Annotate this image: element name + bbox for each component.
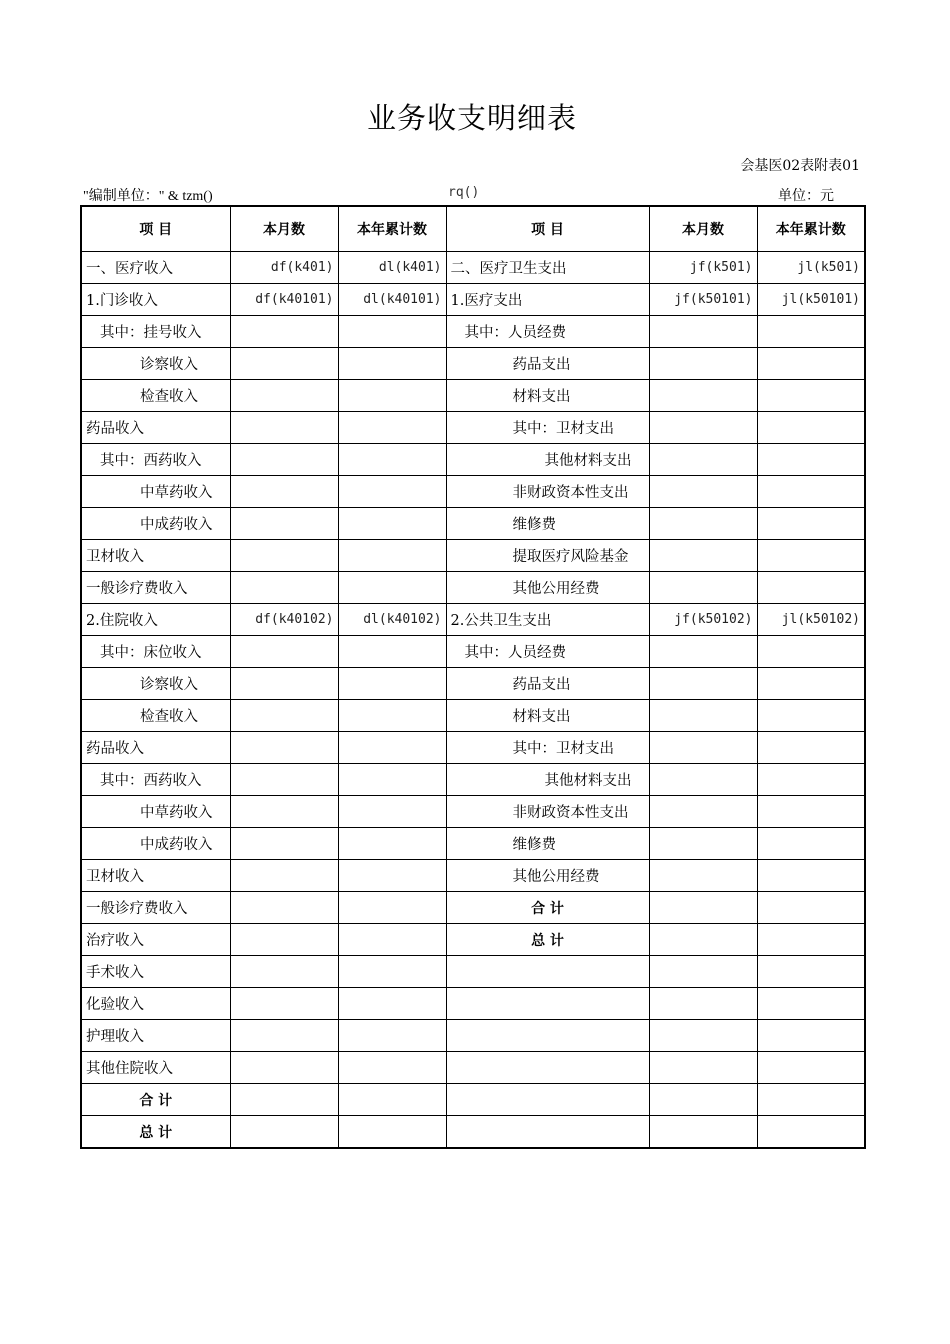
table-row xyxy=(81,572,865,604)
income-ytd-cell xyxy=(338,732,446,764)
expense-item-cell: 合 计 xyxy=(446,892,649,924)
income-item-cell: 总 计 xyxy=(81,1116,230,1149)
income-ytd-cell xyxy=(338,412,446,444)
income-item-cell: 其他住院收入 xyxy=(81,1052,230,1084)
expense-item-cell: 其他公用经费 xyxy=(446,572,649,604)
income-expense-table xyxy=(80,205,866,1149)
income-item-cell: 化验收入 xyxy=(81,988,230,1020)
expense-item-cell xyxy=(446,1116,649,1149)
income-ytd-cell xyxy=(338,700,446,732)
table-row xyxy=(81,1116,865,1149)
income-ytd-cell xyxy=(338,476,446,508)
income-item-cell: 检查收入 xyxy=(81,700,230,732)
income-ytd-cell xyxy=(338,572,446,604)
expense-month-cell xyxy=(649,540,757,572)
expense-item-cell: 非财政资本性支出 xyxy=(446,476,649,508)
income-month-cell xyxy=(230,1020,338,1052)
reporting-unit: "编制单位：" & tzm() xyxy=(83,189,213,204)
currency-unit: 单位：元 xyxy=(778,188,834,204)
expense-item-cell xyxy=(446,1052,649,1084)
table-row xyxy=(81,1020,865,1052)
income-month-cell xyxy=(230,828,338,860)
table-row xyxy=(81,380,865,412)
table-row xyxy=(81,476,865,508)
expense-month-cell xyxy=(649,764,757,796)
expense-month-cell xyxy=(649,508,757,540)
income-month-cell xyxy=(230,764,338,796)
income-month-cell: df(k40102) xyxy=(230,604,338,636)
expense-month-cell xyxy=(649,348,757,380)
income-item-cell: 2.住院收入 xyxy=(81,604,230,636)
expense-month-cell xyxy=(649,924,757,956)
income-month-cell xyxy=(230,1052,338,1084)
expense-month-cell xyxy=(649,380,757,412)
expense-ytd-cell xyxy=(757,988,865,1020)
expense-item-cell: 其中：卫材支出 xyxy=(446,412,649,444)
expense-item-cell xyxy=(446,988,649,1020)
expense-month-cell xyxy=(649,412,757,444)
expense-ytd-cell xyxy=(757,1084,865,1116)
income-item-cell: 卫材收入 xyxy=(81,860,230,892)
expense-ytd-cell xyxy=(757,860,865,892)
table-row xyxy=(81,604,865,636)
income-ytd-cell xyxy=(338,1116,446,1149)
header-expense-ytd: 本年累计数 xyxy=(757,206,865,252)
income-item-cell: 药品收入 xyxy=(81,732,230,764)
income-ytd-cell xyxy=(338,1052,446,1084)
income-month-cell xyxy=(230,444,338,476)
header-expense-item: 项 目 xyxy=(446,206,649,252)
income-ytd-cell xyxy=(338,444,446,476)
income-item-cell: 卫材收入 xyxy=(81,540,230,572)
expense-month-cell xyxy=(649,796,757,828)
page-title: 业务收支明细表 xyxy=(366,101,577,135)
income-item-cell: 一、医疗收入 xyxy=(81,252,230,284)
table-row xyxy=(81,700,865,732)
income-month-cell xyxy=(230,508,338,540)
expense-month-cell xyxy=(649,316,757,348)
expense-ytd-cell xyxy=(757,444,865,476)
table-row xyxy=(81,860,865,892)
income-month-cell xyxy=(230,668,338,700)
expense-item-cell: 二、医疗卫生支出 xyxy=(446,252,649,284)
table-row xyxy=(81,348,865,380)
income-item-cell: 其中：床位收入 xyxy=(81,636,230,668)
expense-item-cell: 其中：人员经费 xyxy=(446,316,649,348)
table-row xyxy=(81,540,865,572)
income-ytd-cell xyxy=(338,1020,446,1052)
expense-item-cell: 其中：人员经费 xyxy=(446,636,649,668)
expense-item-cell xyxy=(446,1020,649,1052)
income-ytd-cell: dl(k40101) xyxy=(338,284,446,316)
income-item-cell: 一般诊疗费收入 xyxy=(81,572,230,604)
income-item-cell: 其中：挂号收入 xyxy=(81,316,230,348)
expense-month-cell xyxy=(649,1084,757,1116)
expense-ytd-cell xyxy=(757,316,865,348)
income-month-cell xyxy=(230,636,338,668)
header-expense-month: 本月数 xyxy=(649,206,757,252)
expense-item-cell: 提取医疗风险基金 xyxy=(446,540,649,572)
income-item-cell: 中成药收入 xyxy=(81,828,230,860)
table-row xyxy=(81,892,865,924)
expense-ytd-cell xyxy=(757,412,865,444)
income-ytd-cell xyxy=(338,668,446,700)
income-month-cell xyxy=(230,956,338,988)
expense-month-cell xyxy=(649,476,757,508)
income-month-cell xyxy=(230,796,338,828)
table-row xyxy=(81,1052,865,1084)
table-row xyxy=(81,668,865,700)
expense-ytd-cell xyxy=(757,348,865,380)
expense-month-cell xyxy=(649,860,757,892)
expense-item-cell xyxy=(446,1084,649,1116)
expense-month-cell xyxy=(649,636,757,668)
expense-month-cell: jf(k501) xyxy=(649,252,757,284)
expense-month-cell xyxy=(649,988,757,1020)
expense-month-cell xyxy=(649,1116,757,1149)
expense-item-cell: 材料支出 xyxy=(446,700,649,732)
expense-item-cell: 非财政资本性支出 xyxy=(446,796,649,828)
income-item-cell: 护理收入 xyxy=(81,1020,230,1052)
expense-month-cell xyxy=(649,572,757,604)
expense-ytd-cell xyxy=(757,476,865,508)
expense-ytd-cell: jl(k50101) xyxy=(757,284,865,316)
table-row xyxy=(81,988,865,1020)
income-ytd-cell xyxy=(338,796,446,828)
income-ytd-cell xyxy=(338,380,446,412)
expense-ytd-cell xyxy=(757,1116,865,1149)
income-month-cell xyxy=(230,924,338,956)
income-ytd-cell xyxy=(338,348,446,380)
header-income-month: 本月数 xyxy=(230,206,338,252)
income-month-cell xyxy=(230,700,338,732)
table-row xyxy=(81,956,865,988)
income-item-cell: 合 计 xyxy=(81,1084,230,1116)
expense-ytd-cell xyxy=(757,796,865,828)
income-month-cell xyxy=(230,316,338,348)
income-month-cell xyxy=(230,380,338,412)
report-date: rq() xyxy=(448,185,480,200)
expense-item-cell xyxy=(446,956,649,988)
expense-ytd-cell xyxy=(757,828,865,860)
expense-month-cell xyxy=(649,732,757,764)
expense-item-cell: 其中：卫材支出 xyxy=(446,732,649,764)
expense-month-cell xyxy=(649,444,757,476)
income-item-cell: 1.门诊收入 xyxy=(81,284,230,316)
income-month-cell xyxy=(230,540,338,572)
income-item-cell: 诊察收入 xyxy=(81,668,230,700)
expense-item-cell: 材料支出 xyxy=(446,380,649,412)
income-month-cell xyxy=(230,988,338,1020)
form-code: 会基医02表附表01 xyxy=(740,158,860,174)
expense-ytd-cell xyxy=(757,668,865,700)
table-header-row xyxy=(81,206,865,252)
income-ytd-cell xyxy=(338,316,446,348)
income-ytd-cell: dl(k40102) xyxy=(338,604,446,636)
expense-ytd-cell xyxy=(757,540,865,572)
table-row xyxy=(81,412,865,444)
expense-month-cell xyxy=(649,700,757,732)
income-ytd-cell xyxy=(338,636,446,668)
income-item-cell: 治疗收入 xyxy=(81,924,230,956)
expense-item-cell: 其他材料支出 xyxy=(446,444,649,476)
expense-item-cell: 药品支出 xyxy=(446,668,649,700)
expense-item-cell: 药品支出 xyxy=(446,348,649,380)
expense-item-cell: 维修费 xyxy=(446,828,649,860)
income-ytd-cell xyxy=(338,956,446,988)
expense-month-cell xyxy=(649,1052,757,1084)
expense-item-cell: 其他材料支出 xyxy=(446,764,649,796)
expense-month-cell: jf(k50102) xyxy=(649,604,757,636)
expense-ytd-cell xyxy=(757,1052,865,1084)
expense-item-cell: 其他公用经费 xyxy=(446,860,649,892)
table-row xyxy=(81,924,865,956)
expense-ytd-cell xyxy=(757,508,865,540)
income-ytd-cell xyxy=(338,1084,446,1116)
header-income-ytd: 本年累计数 xyxy=(338,206,446,252)
income-item-cell: 其中：西药收入 xyxy=(81,764,230,796)
income-ytd-cell: dl(k401) xyxy=(338,252,446,284)
table-row xyxy=(81,252,865,284)
income-month-cell xyxy=(230,1084,338,1116)
expense-month-cell xyxy=(649,828,757,860)
expense-month-cell xyxy=(649,1020,757,1052)
income-item-cell: 中草药收入 xyxy=(81,796,230,828)
income-ytd-cell xyxy=(338,764,446,796)
expense-ytd-cell xyxy=(757,572,865,604)
income-ytd-cell xyxy=(338,924,446,956)
income-item-cell: 手术收入 xyxy=(81,956,230,988)
expense-item-cell: 总 计 xyxy=(446,924,649,956)
income-month-cell xyxy=(230,1116,338,1149)
expense-ytd-cell xyxy=(757,956,865,988)
income-month-cell xyxy=(230,412,338,444)
table-row xyxy=(81,1084,865,1116)
table-row xyxy=(81,444,865,476)
expense-month-cell xyxy=(649,892,757,924)
table-row xyxy=(81,732,865,764)
header-income-item: 项 目 xyxy=(81,206,230,252)
income-item-cell: 其中：西药收入 xyxy=(81,444,230,476)
expense-month-cell xyxy=(649,668,757,700)
expense-ytd-cell xyxy=(757,764,865,796)
expense-ytd-cell xyxy=(757,1020,865,1052)
expense-item-cell: 1.医疗支出 xyxy=(446,284,649,316)
income-month-cell xyxy=(230,572,338,604)
income-month-cell xyxy=(230,860,338,892)
income-ytd-cell xyxy=(338,860,446,892)
income-item-cell: 检查收入 xyxy=(81,380,230,412)
expense-ytd-cell xyxy=(757,380,865,412)
expense-ytd-cell: jl(k501) xyxy=(757,252,865,284)
income-month-cell xyxy=(230,892,338,924)
income-ytd-cell xyxy=(338,540,446,572)
income-month-cell: df(k40101) xyxy=(230,284,338,316)
expense-month-cell xyxy=(649,956,757,988)
expense-ytd-cell xyxy=(757,892,865,924)
table-row xyxy=(81,636,865,668)
income-ytd-cell xyxy=(338,988,446,1020)
income-ytd-cell xyxy=(338,828,446,860)
expense-ytd-cell xyxy=(757,924,865,956)
expense-ytd-cell xyxy=(757,636,865,668)
expense-ytd-cell xyxy=(757,700,865,732)
expense-item-cell: 2.公共卫生支出 xyxy=(446,604,649,636)
table-row xyxy=(81,508,865,540)
income-ytd-cell xyxy=(338,508,446,540)
income-month-cell xyxy=(230,476,338,508)
table-row xyxy=(81,796,865,828)
income-month-cell xyxy=(230,348,338,380)
table-row xyxy=(81,828,865,860)
expense-item-cell: 维修费 xyxy=(446,508,649,540)
table-row xyxy=(81,764,865,796)
expense-ytd-cell: jl(k50102) xyxy=(757,604,865,636)
income-item-cell: 中成药收入 xyxy=(81,508,230,540)
income-ytd-cell xyxy=(338,892,446,924)
table-row xyxy=(81,284,865,316)
income-item-cell: 中草药收入 xyxy=(81,476,230,508)
income-item-cell: 药品收入 xyxy=(81,412,230,444)
income-item-cell: 诊察收入 xyxy=(81,348,230,380)
income-item-cell: 一般诊疗费收入 xyxy=(81,892,230,924)
expense-ytd-cell xyxy=(757,732,865,764)
expense-month-cell: jf(k50101) xyxy=(649,284,757,316)
table-row xyxy=(81,316,865,348)
income-month-cell: df(k401) xyxy=(230,252,338,284)
income-month-cell xyxy=(230,732,338,764)
